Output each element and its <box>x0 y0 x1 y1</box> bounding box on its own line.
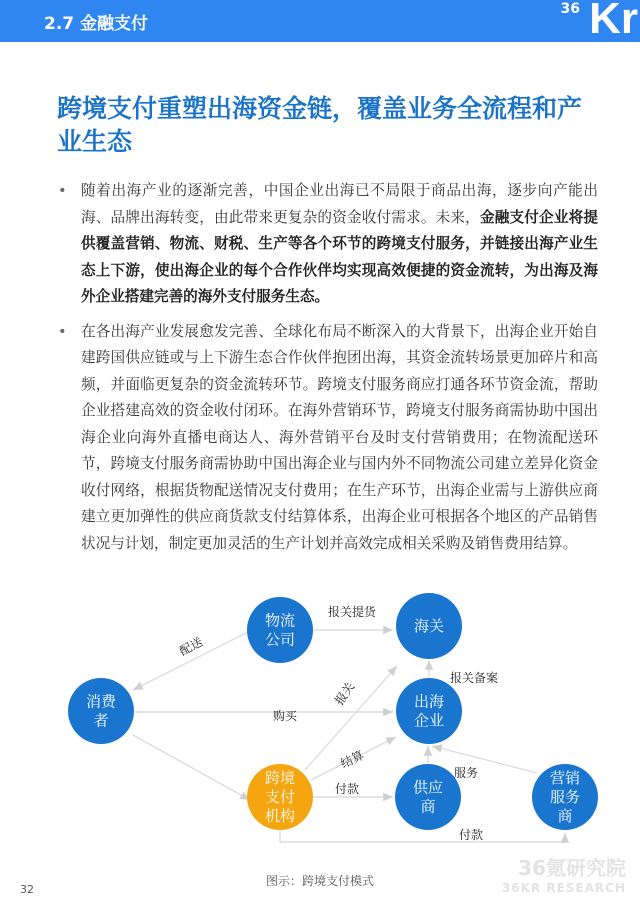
edge-payment-marketing <box>280 830 565 842</box>
node-label: 营销 <box>549 769 581 787</box>
node-label: 跨境 <box>264 769 296 787</box>
section-title: 2.7 金融支付 <box>44 14 149 34</box>
page-number: 32 <box>20 883 34 896</box>
node-label: 海关 <box>413 617 445 635</box>
edge-label: 购买 <box>272 709 298 723</box>
node-label: 商 <box>557 807 573 825</box>
watermark: 36氪研究院 36KR RESEARCH <box>501 856 626 895</box>
bullet-dot-icon: • <box>58 322 67 340</box>
edge-label: 付款 <box>458 828 484 842</box>
node-label: 企业 <box>413 711 445 730</box>
edge-label: 配送 <box>177 634 206 659</box>
bullet-dot-icon: • <box>58 182 67 199</box>
figure-caption: 图示：跨境支付模式 <box>265 874 374 888</box>
bullet-item: • 在各出海产业发展愈发完善、全球化布局不断深入的大背景下，出海企业开始自建跨国供应链或与上下游生态合作伙伴抱团出海，其资金流转场景更加碎片和高频，并面临更复杂的资金流转环节。跨境支付服务商应打通各环节资金流，帮助企业搭建高效的资金收付闭环。在海外营销环节，跨境支付服务商需协助中国出海企业向海外直播电商达人、海外营销平台及时支付营销费用；在物流配送环节，跨境支付服务商需协助中国出海企业与国内外不同物流公司建立差异化资金收付网络，根据货物配送情况支付费用；在生产环节，出海企业需与上游供应商建立更加弹性的供应商货款支付结算体系，出海企业可根据各个地区的产品销售状况与计划，制定更加灵活的生产计划并高效完成相关采购及销售费用结算。 <box>58 319 598 558</box>
payment-flow-diagram <box>0 590 640 880</box>
bullet-item: • 随着出海产业的逐渐完善，中国企业出海已不局限于商品出海，逐步向产能出海、品牌出海转变，由此带来更复杂的资金收付需求。未来，金融支付企业将提供覆盖营销、物流、财税、生产等各个环节的跨境支付服务，并链接出海产业生态上下游，使出海企业的每个合作伙伴均实现高效便捷的资金流转，为出海及海外企业搭建完善的海外支付服务生态。 <box>58 178 598 311</box>
node-label: 物流 <box>264 611 296 630</box>
section-header-bar: 2.7 金融支付 36 Kr <box>0 0 640 42</box>
node-label: 消费 <box>85 692 117 711</box>
edge-label: 结算 <box>338 747 367 771</box>
node-label: 出海 <box>413 692 445 711</box>
bold-text: 金融支付企业将提供覆盖营销、物流、财税、生产等各个环节的跨境支付服务，并链接出海产业生态上下游，使出海企业的每个合作伙伴均实现高效便捷的资金流转，为出海及海外企业搭建完善的海外支付服务生态。 <box>81 208 598 305</box>
edge-label: 服务 <box>453 766 479 780</box>
edge-label: 报关提货 <box>327 605 377 619</box>
page-title: 跨境支付重塑出海资金链，覆盖业务全流程和产业生态 <box>57 94 583 156</box>
bullet-list <box>58 178 598 565</box>
edge-consumer-payment <box>133 735 250 800</box>
node-label: 商 <box>420 797 436 816</box>
node-label: 公司 <box>264 630 296 649</box>
node-label: 服务 <box>549 788 581 806</box>
node-marketing <box>532 764 598 830</box>
node-logistics <box>247 597 313 663</box>
edge-label: 报关 <box>332 679 358 708</box>
node-supplier <box>395 764 461 830</box>
node-customs <box>396 593 462 659</box>
edge-label: 付款 <box>334 782 360 796</box>
edge-label: 报关备案 <box>449 671 499 685</box>
node-consumer <box>68 678 134 744</box>
node-label: 者 <box>93 711 109 730</box>
edge-marketing-enterprise <box>432 746 537 773</box>
node-payment <box>247 764 313 830</box>
node-enterprise <box>396 678 462 744</box>
node-label: 支付 <box>264 788 296 806</box>
node-label: 供应 <box>412 778 444 797</box>
node-label: 机构 <box>264 807 296 825</box>
